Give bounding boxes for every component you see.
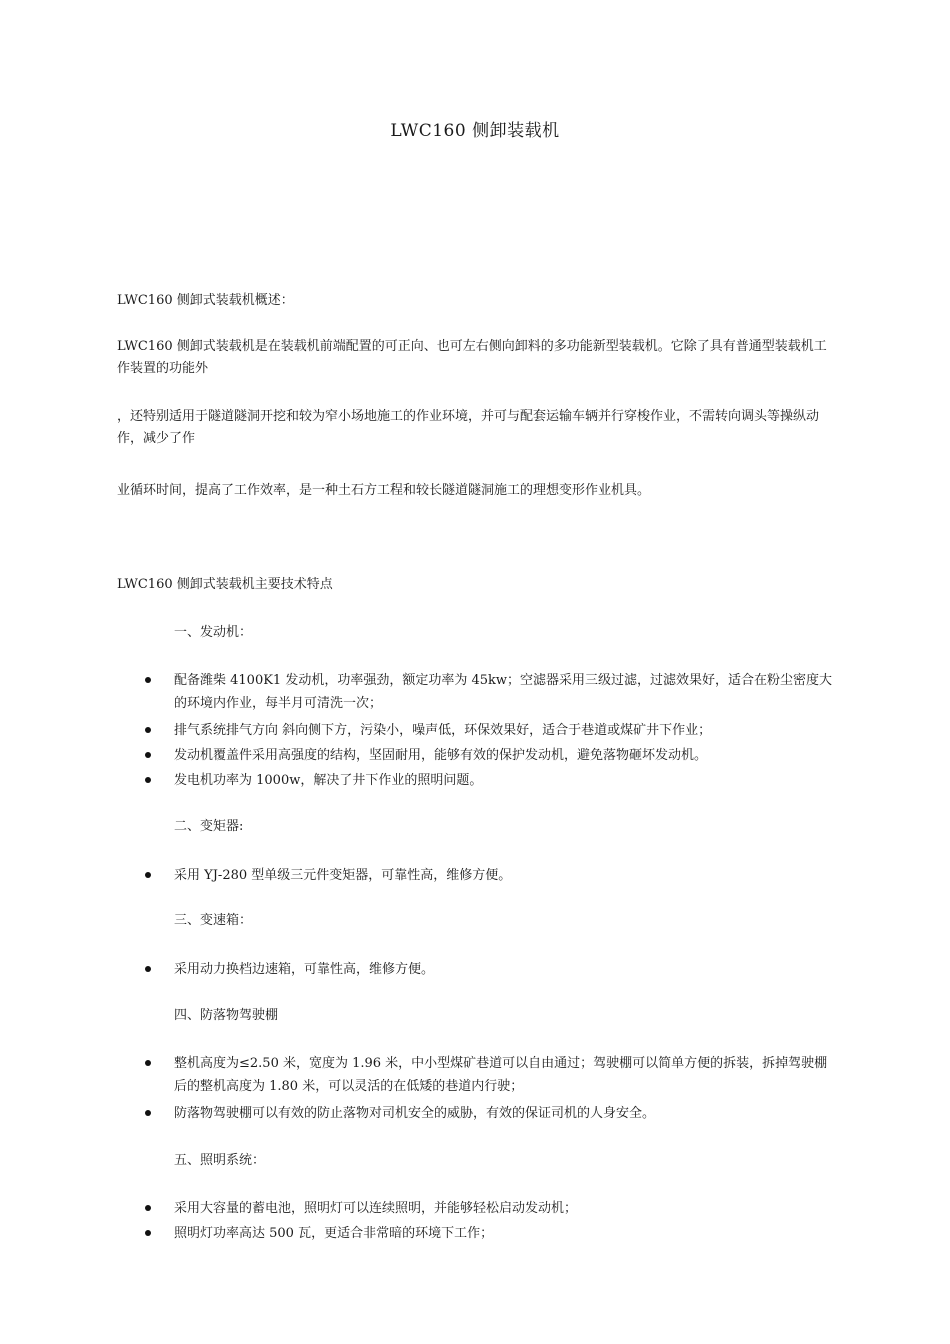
list-item: 发动机覆盖件采用高强度的结构，坚固耐用，能够有效的保护发动机，避免落物砸坏发动机。 — [174, 748, 708, 763]
bullet-icon — [145, 966, 151, 972]
overview-paragraph-1: LWC160 侧卸式装载机是在装载机前端配置的可正向、也可左右侧向卸料的多功能新型装载机。它除了具有普通型装载机工作装置的功能外 — [117, 339, 827, 376]
bullet-icon — [145, 1060, 151, 1066]
list-item: 采用 YJ-280 型单级三元件变矩器，可靠性高，维修方便。 — [174, 868, 512, 883]
section-heading-gearbox: 三、变速箱： — [174, 913, 253, 928]
section-heading-torque-converter: 二、变矩器: — [174, 819, 244, 834]
overview-paragraph-2: ，还特别适用于隧道隧洞开挖和较为窄小场地施工的作业环境，并可与配套运输车辆并行穿梭作业，不需转向调头等操纵动作，减少了作 — [117, 409, 820, 446]
list-item: 排气系统排气方向 斜向侧下方，污染小，噪声低，环保效果好，适合于巷道或煤矿井下作业； — [174, 723, 712, 738]
bullet-icon — [145, 752, 151, 758]
section-heading-lighting: 五、照明系统： — [174, 1153, 266, 1168]
list-item: 发电机功率为 1000w，解决了井下作业的照明问题。 — [174, 773, 483, 788]
bullet-icon — [145, 1205, 151, 1211]
overview-paragraph-3: 业循环时间，提高了工作效率，是一种土石方工程和较长隧道隧洞施工的理想变形作业机具。 — [117, 483, 651, 498]
section-heading-engine: 一、发动机： — [174, 625, 253, 640]
features-heading: LWC160 侧卸式装载机主要技术特点 — [117, 577, 333, 592]
overview-heading: LWC160 侧卸式装载机概述： — [117, 293, 294, 308]
list-item: 照明灯功率高达 500 瓦，更适合非常暗的环境下工作； — [174, 1226, 494, 1241]
bullet-icon — [145, 872, 151, 878]
section-heading-cab: 四、防落物驾驶棚 — [174, 1008, 279, 1023]
list-item: 采用大容量的蓄电池，照明灯可以连续照明，并能够轻松启动发动机； — [174, 1201, 578, 1216]
list-item: 防落物驾驶棚可以有效的防止落物对司机安全的威胁，有效的保证司机的人身安全。 — [174, 1106, 656, 1121]
bullet-icon — [145, 1110, 151, 1116]
bullet-icon — [145, 777, 151, 783]
bullet-icon — [145, 727, 151, 733]
document-title: LWC160 侧卸装载机 — [390, 121, 560, 141]
list-item: 整机高度为≤2.50 米，宽度为 1.96 米，中小型煤矿巷道可以自由通过；驾驶棚可以简单方便的拆装，拆掉驾驶棚后的整机高度为 1.80 米，可以灵活的在低矮的巷道内行驶； — [174, 1056, 828, 1094]
bullet-icon — [145, 677, 151, 683]
bullet-icon — [145, 1230, 151, 1236]
list-item: 采用动力换档边速箱，可靠性高，维修方便。 — [174, 962, 435, 977]
list-item: 配备潍柴 4100K1 发动机，功率强劲，额定功率为 45kw；空滤器采用三级过滤，过滤效果好，适合在粉尘密度大的环境内作业，每半月可清洗一次； — [174, 673, 833, 711]
